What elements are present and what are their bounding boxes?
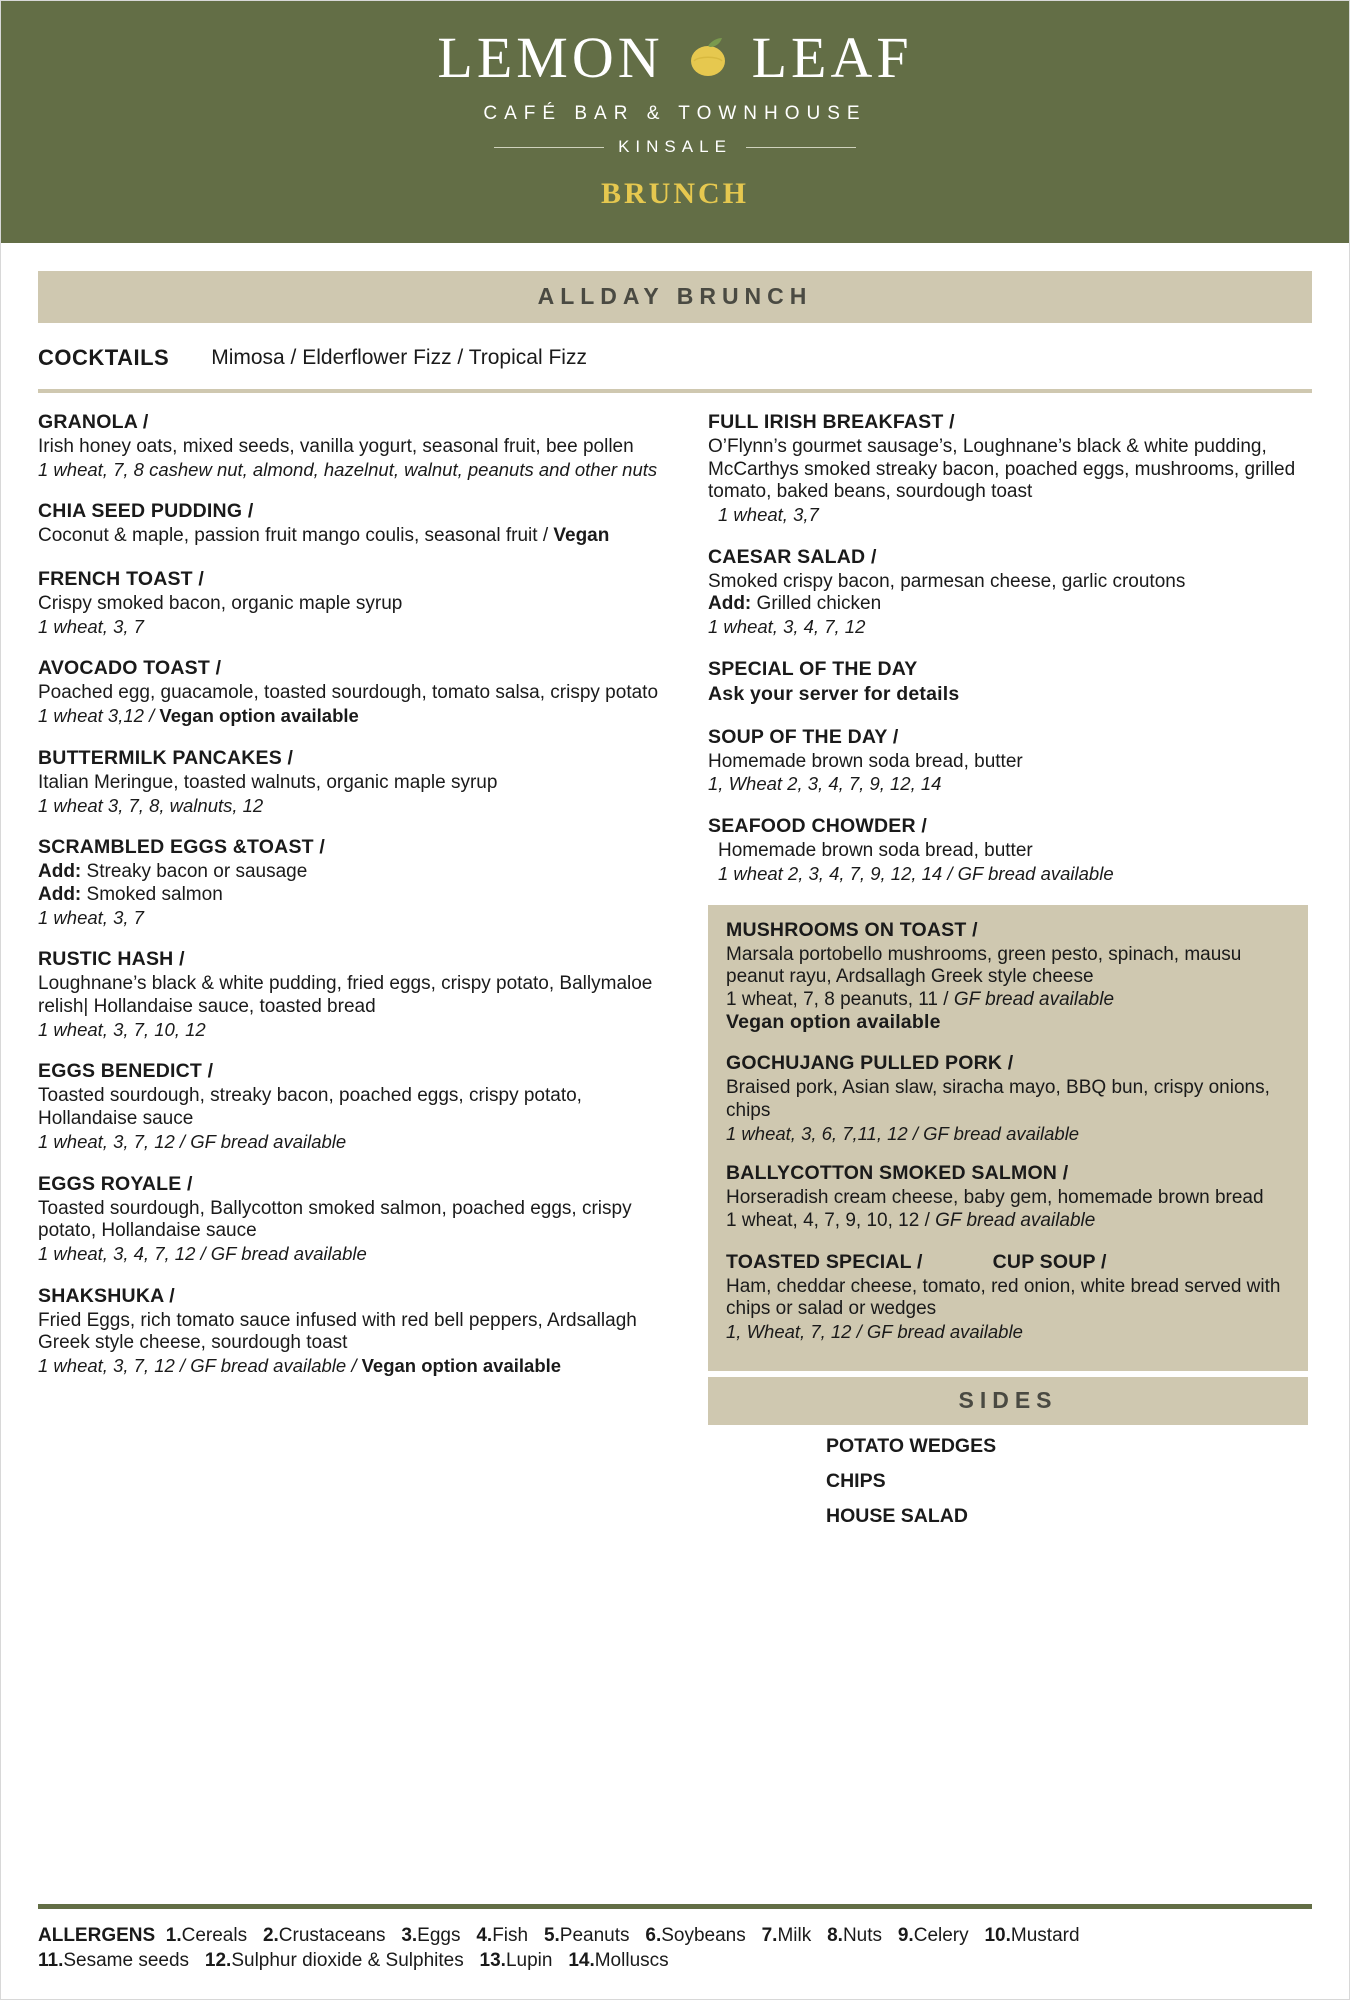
add-label: Add: (38, 861, 82, 883)
section-band-sides: SIDES (708, 1377, 1308, 1425)
item-desc: Marsala portobello mushrooms, green pesto, spinach, mausu peanut rayu, Ardsallagh Greek style cheese (726, 943, 1242, 988)
item-allergens-text: 1 wheat 3,12 / (38, 705, 160, 727)
item-desc: Homemade brown soda bread, butter (708, 750, 1023, 772)
allergen-name: Cereals (181, 1924, 248, 1946)
menu-item (726, 1052, 1290, 1144)
menu-item (708, 726, 1308, 795)
menu-item (38, 1060, 678, 1152)
item-title: SHAKSHUKA / (38, 1284, 175, 1307)
item-allergens (38, 1355, 678, 1377)
cocktails-row (38, 323, 1312, 389)
allergen-num: 5. (543, 1924, 560, 1946)
allergen-num: 1. (165, 1924, 182, 1946)
item-title: EGGS ROYALE / (38, 1172, 193, 1195)
side-item: POTATO WEDGES (826, 1434, 997, 1457)
item-title: SEAFOOD CHOWDER / (708, 815, 927, 838)
item-title-main: TOASTED SPECIAL / (726, 1250, 923, 1273)
menu-header (0, 0, 1350, 243)
menu-item (38, 500, 678, 548)
menu-item (38, 747, 678, 816)
item-allergens: 1 wheat, 7, 8 cashew nut, almond, hazelnut, walnut, peanuts and other nuts (38, 458, 658, 480)
menu-title: BRUNCH (600, 177, 749, 210)
allergen-num: 3. (401, 1924, 418, 1946)
menu-item (38, 411, 678, 480)
allergen-name: Celery (913, 1924, 969, 1946)
item-note: Vegan option available (726, 1011, 941, 1034)
item-allergens-italic: GF bread available (935, 1210, 1096, 1232)
item-allergens: 1 wheat 3, 7, 8, walnuts, 12 (38, 794, 264, 816)
item-allergens-text: 1 wheat, 3, 7, 12 / GF bread available / (38, 1354, 362, 1376)
menu-item (726, 1162, 1290, 1232)
menu-column-left (38, 411, 678, 1540)
allergen-num: 14. (568, 1950, 595, 1972)
item-allergens: 1 wheat, 3, 4, 7, 12 (708, 615, 866, 637)
item-allergens-text: 1 wheat, 4, 7, 9, 10, 12 / (726, 1210, 936, 1232)
item-desc: O’Flynn’s gourmet sausage’s, Loughnane’s black & white pudding, McCarthys smoked streaky bacon, poached eggs, mushrooms, grilled tomato, baked beans, sourdough toast (708, 436, 1296, 503)
item-title: CAESAR SALAD / (708, 545, 877, 568)
item-desc: Fried Eggs, rich tomato sauce infused with red bell peppers, Ardsallagh Greek style cheese, sourdough toast (38, 1309, 637, 1354)
allergen-name: Milk (777, 1924, 812, 1946)
item-title: GOCHUJANG PULLED PORK / (726, 1052, 1014, 1075)
menu-item (726, 1251, 1290, 1343)
divider-rule (38, 389, 1312, 393)
item-title: GRANOLA / (38, 411, 149, 433)
item-title: BALLYCOTTON SMOKED SALMON / (726, 1162, 1069, 1185)
item-desc: Braised pork, Asian slaw, siracha mayo, BBQ bun, crispy onions, chips (726, 1077, 1270, 1122)
allergen-name: Nuts (842, 1924, 883, 1946)
menu-column-right (708, 411, 1308, 1540)
menu-columns (38, 411, 1312, 1540)
menu-item (38, 1173, 678, 1265)
highlighted-items-block (708, 905, 1308, 1371)
allergen-name: Sulphur dioxide & Sulphites (231, 1950, 464, 1972)
add-value: Streaky bacon or sausage (81, 861, 308, 883)
item-desc: Toasted sourdough, Ballycotton smoked salmon, poached eggs, crispy potato, Hollandaise sauce (38, 1197, 632, 1242)
item-desc: Horseradish cream cheese, baby gem, homemade brown bread (726, 1187, 1264, 1209)
item-desc: Italian Meringue, toasted walnuts, organic maple syrup (38, 771, 498, 793)
menu-item (708, 411, 1308, 526)
cocktails-label: COCKTAILS (38, 345, 170, 370)
menu-item (708, 658, 1308, 706)
menu-item (38, 948, 678, 1040)
allergen-name: Soybeans (661, 1924, 746, 1946)
cocktails-items: Mimosa / Elderflower Fizz / Tropical Fizz (211, 346, 587, 369)
allergen-name: Sesame seeds (63, 1950, 190, 1972)
item-desc-text: Coconut & maple, passion fruit mango coulis, seasonal fruit / (38, 525, 554, 547)
item-allergens-text: 1 wheat, 7, 8 peanuts, 11 / (726, 988, 954, 1010)
sides-list (708, 1425, 1308, 1528)
logo-text-left: LEMON (437, 25, 664, 90)
allergen-name: Eggs (417, 1924, 461, 1946)
item-desc: Irish honey oats, mixed seeds, vanilla yogurt, seasonal fruit, bee pollen (38, 436, 634, 457)
logo (0, 24, 1350, 91)
allergen-num: 12. (204, 1950, 232, 1972)
menu-body (0, 243, 1350, 1540)
item-allergens: 1 wheat 2, 3, 4, 7, 9, 12, 14 / GF bread available (718, 862, 1114, 884)
logo-location: KINSALE (618, 137, 732, 156)
logo-subtitle: CAFÉ BAR & TOWNHOUSE (483, 103, 867, 124)
menu-item (38, 657, 678, 726)
item-allergens: 1 wheat, 3, 7 (38, 906, 144, 928)
item-allergens: 1 wheat, 3,7 (718, 503, 819, 525)
allergen-name: Mustard (1010, 1924, 1080, 1946)
item-title: SPECIAL OF THE DAY (708, 657, 918, 680)
item-title: RUSTIC HASH / (38, 948, 185, 971)
allergen-num: 13. (479, 1950, 506, 1972)
item-desc: Homemade brown soda bread, butter (718, 840, 1033, 862)
allergens-label: ALLERGENS (38, 1924, 156, 1946)
allergens-list (38, 1923, 1312, 1974)
item-title: SCRAMBLED EGGS &TOAST / (38, 836, 326, 859)
allergen-num: 11. (38, 1950, 64, 1972)
item-title: FULL IRISH BREAKFAST / (708, 411, 955, 433)
item-title: CHIA SEED PUDDING / (38, 500, 254, 523)
item-desc-bold: Vegan (553, 525, 610, 547)
allergen-name: Peanuts (559, 1924, 630, 1946)
add-label: Add: (38, 883, 82, 905)
item-desc: Smoked crispy bacon, parmesan cheese, garlic croutons (708, 570, 1186, 592)
allergen-name: Lupin (505, 1950, 553, 1972)
item-allergens-bold: Vegan option available (361, 1354, 562, 1376)
allergen-num: 7. (761, 1924, 778, 1946)
item-allergens: 1 wheat, 3, 7, 10, 12 (38, 1018, 206, 1040)
add-label: Add: (708, 593, 752, 615)
item-title: BUTTERMILK PANCAKES / (38, 746, 294, 769)
menu-item (708, 546, 1308, 638)
logo-text-right: LEAF (751, 25, 913, 90)
item-desc: Ham, cheddar cheese, tomato, red onion, white bread served with chips or salad or wedges (726, 1275, 1281, 1320)
add-value: Grilled chicken (751, 593, 882, 615)
allergen-num: 10. (984, 1924, 1011, 1946)
item-desc: Loughnane’s black & white pudding, fried eggs, crispy potato, Ballymaloe relish| Hollandaise sauce, toasted bread (38, 973, 653, 1018)
divider-left (494, 147, 604, 148)
item-title (726, 1251, 1290, 1274)
item-allergens: 1, Wheat 2, 3, 4, 7, 9, 12, 14 (708, 773, 942, 795)
allergen-num: 6. (645, 1924, 662, 1946)
item-allergens-bold: Vegan option available (159, 705, 359, 727)
side-item: CHIPS (826, 1469, 886, 1492)
item-allergens-italic: GF bread available (953, 988, 1115, 1010)
item-allergens (726, 989, 1290, 1012)
item-allergens: 1, Wheat, 7, 12 / GF bread available (726, 1320, 1023, 1342)
allergen-name: Molluscs (594, 1950, 669, 1972)
section-band-allday-brunch: ALLDAY BRUNCH (38, 271, 1312, 323)
side-item: HOUSE SALAD (826, 1504, 968, 1527)
item-desc: Crispy smoked bacon, organic maple syrup (38, 593, 403, 615)
item-title: EGGS BENEDICT / (38, 1060, 214, 1083)
item-allergens: 1 wheat, 3, 7, 12 / GF bread available (38, 1130, 347, 1152)
divider-right (746, 147, 856, 148)
item-add-line (708, 593, 1308, 616)
item-title: MUSHROOMS ON TOAST / (726, 918, 978, 941)
item-allergens (726, 1210, 1290, 1233)
menu-item (726, 919, 1290, 1035)
allergen-num: 2. (262, 1924, 279, 1946)
allergen-name: Crustaceans (278, 1924, 386, 1946)
item-allergens: 1 wheat, 3, 4, 7, 12 / GF bread available (38, 1242, 367, 1264)
item-desc: Poached egg, guacamole, toasted sourdough, tomato salsa, crispy potato (38, 682, 659, 704)
menu-item (708, 815, 1308, 884)
item-desc: Toasted sourdough, streaky bacon, poached eggs, crispy potato, Hollandaise sauce (38, 1085, 582, 1130)
item-title: AVOCADO TOAST / (38, 657, 222, 680)
item-desc (38, 525, 678, 548)
menu-item (38, 836, 678, 928)
allergens-footer (38, 1904, 1312, 1974)
item-add-line (38, 861, 678, 884)
lemon-icon (682, 32, 734, 84)
menu-item (38, 568, 678, 637)
item-title: FRENCH TOAST / (38, 568, 205, 591)
allergen-num: 4. (476, 1924, 493, 1946)
item-title: SOUP OF THE DAY / (708, 725, 899, 748)
menu-item (38, 1285, 678, 1377)
item-allergens: 1 wheat, 3, 7 (38, 615, 144, 637)
add-value: Smoked salmon (81, 883, 223, 905)
allergen-num: 8. (827, 1924, 843, 1946)
item-allergens (38, 705, 678, 727)
allergen-name: Fish (492, 1924, 529, 1946)
logo-location-row (0, 137, 1350, 157)
item-subtitle: Ask your server for details (708, 682, 960, 705)
item-allergens: 1 wheat, 3, 6, 7,11, 12 / GF bread available (726, 1122, 1080, 1144)
item-add-line (38, 884, 678, 907)
item-title-secondary: CUP SOUP / (992, 1250, 1107, 1273)
footer-divider (38, 1904, 1312, 1909)
allergen-num: 9. (897, 1924, 914, 1946)
